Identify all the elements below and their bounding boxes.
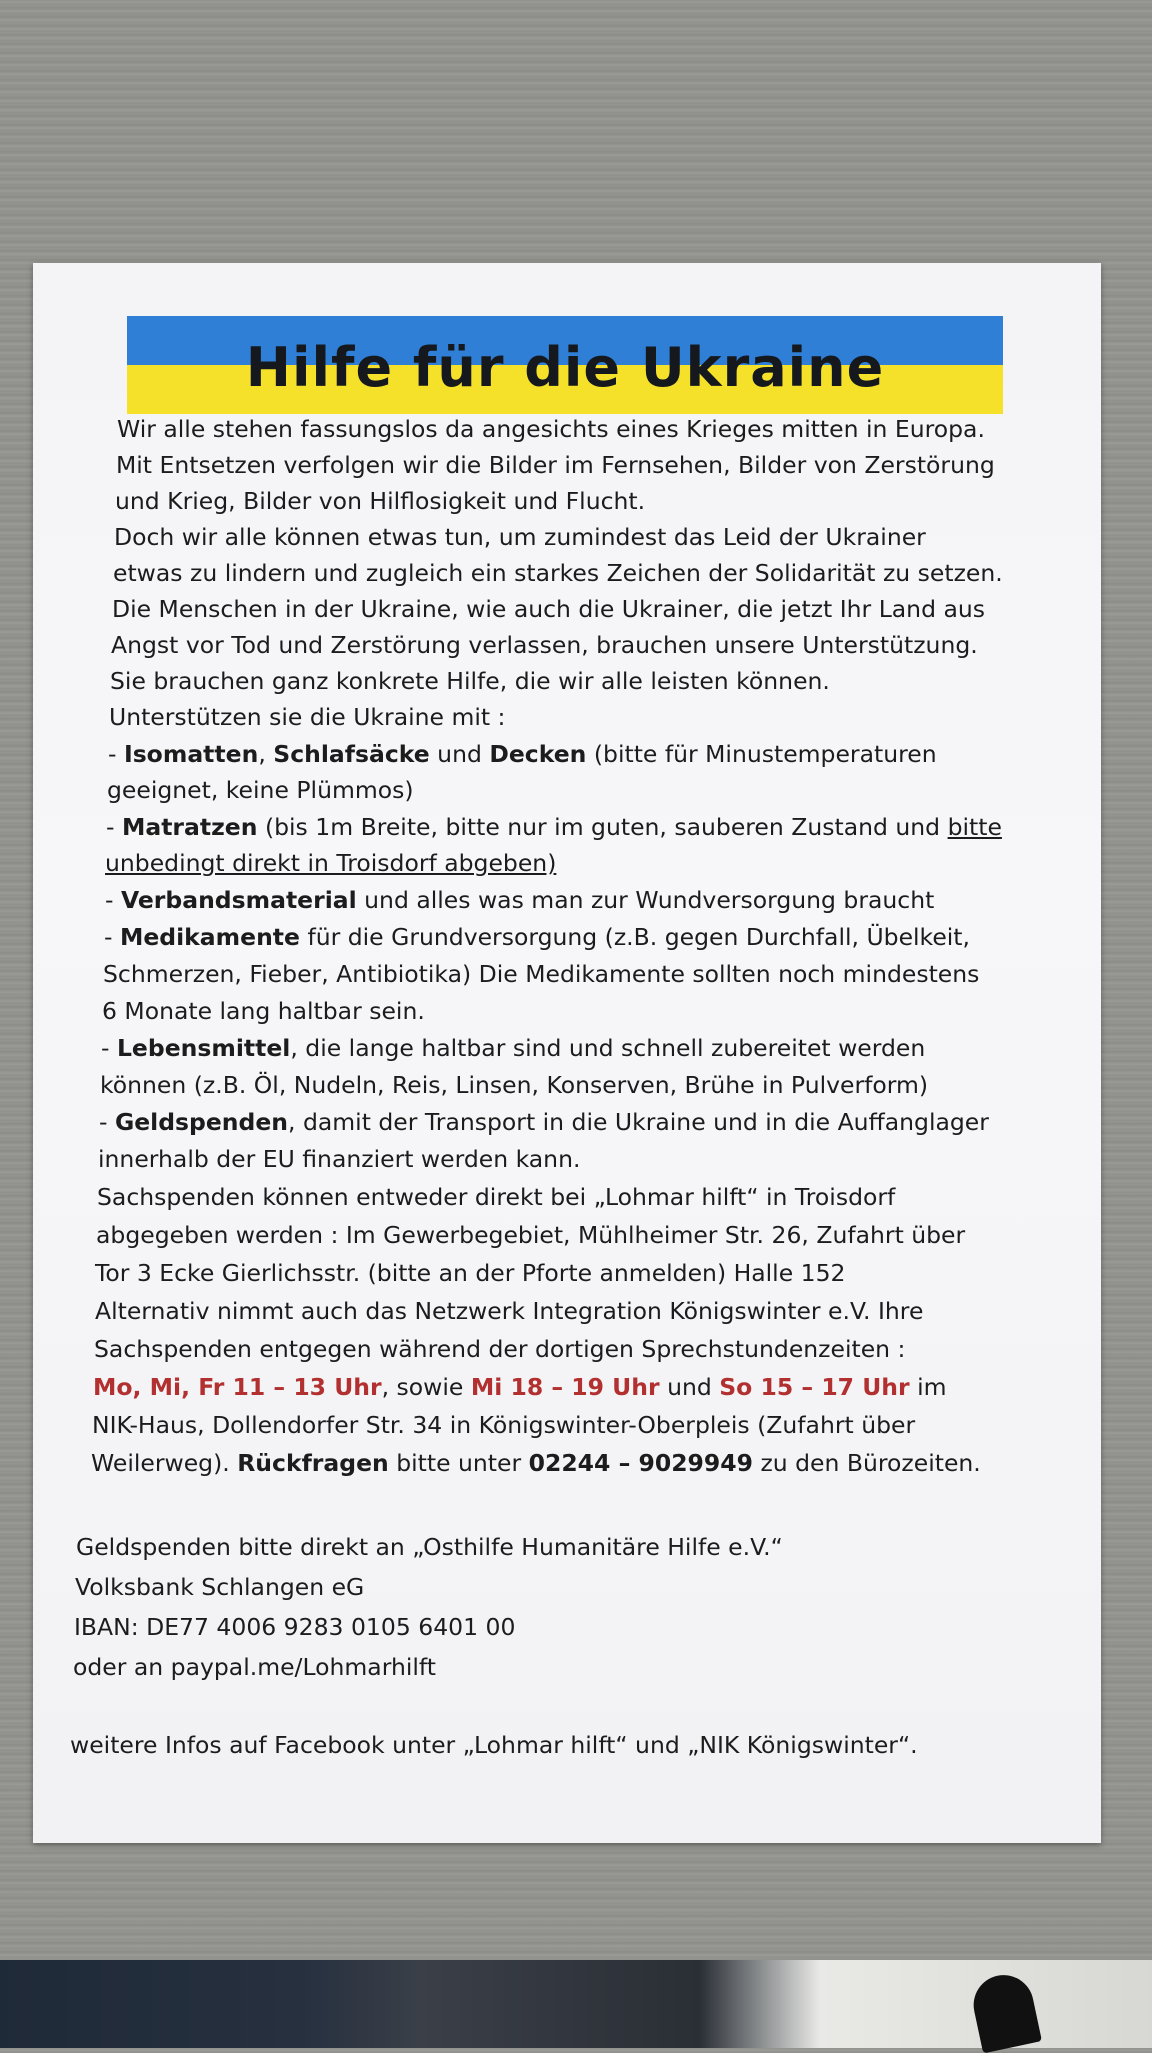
list-item-continuation: unbedingt direkt in Troisdorf abgeben) xyxy=(105,849,557,877)
item-text: und alles was man zur Wundversorgung braucht xyxy=(356,886,935,914)
item-verband-label: Verbandsmaterial xyxy=(120,886,357,914)
contact-text: zu den Bürozeiten. xyxy=(752,1449,981,1477)
item-decken-label: Decken xyxy=(489,740,587,768)
flyer-sheet xyxy=(33,263,1101,1843)
item-schlafsaecke-label: Schlafsäcke xyxy=(273,740,430,768)
list-item-lebensmittel: - Lebensmittel, die lange haltbar sind und schnell zubereitet werden xyxy=(101,1034,926,1062)
intro-line: etwas zu lindern und zugleich ein starkes Zeichen der Solidarität zu setzen. xyxy=(113,559,1003,587)
donation-line: Geldspenden bitte direkt an „Osthilfe Humanitäre Hilfe e.V.“ xyxy=(76,1533,783,1561)
item-isomatten-label: Isomatten xyxy=(123,740,259,768)
dropoff-line: Tor 3 Ecke Gierlichsstr. (bitte an der Pforte anmelden) Halle 152 xyxy=(95,1259,846,1287)
contact-line xyxy=(91,1449,981,1477)
list-item-continuation: geeignet, keine Plümmos) xyxy=(107,776,414,804)
list-item-isomatten: - Isomatten, Schlafsäcke und Decken (bitte für Minustemperaturen xyxy=(108,740,937,768)
donation-line: Volksbank Schlangen eG xyxy=(75,1573,365,1601)
intro-line: Doch wir alle können etwas tun, um zumindest das Leid der Ukrainer xyxy=(114,523,926,551)
item-geldspenden-label: Geldspenden xyxy=(114,1108,289,1136)
dropoff-line: Sachspenden entgegen während der dortigen Sprechstundenzeiten : xyxy=(94,1335,906,1363)
ukraine-flag-banner xyxy=(127,316,1003,414)
contact-text: bitte unter xyxy=(388,1449,529,1477)
item-text: für die Grundversorgung (z.B. gegen Durchfall, Übelkeit, xyxy=(299,923,970,951)
page-title: Hilfe für die Ukraine xyxy=(245,335,885,399)
iban-line: IBAN: DE77 4006 9283 0105 6401 00 xyxy=(74,1613,516,1641)
rueckfragen-label: Rückfragen xyxy=(237,1449,389,1477)
list-item-continuation: innerhalb der EU finanziert werden kann. xyxy=(98,1145,581,1173)
list-item-continuation: Schmerzen, Fieber, Antibiotika) Die Medikamente sollten noch mindestens xyxy=(103,960,980,988)
item-lebensmittel-label: Lebensmittel xyxy=(116,1034,291,1062)
intro-line: Mit Entsetzen verfolgen wir die Bilder im Fernsehen, Bilder von Zerstörung xyxy=(116,451,995,479)
item-text: (bitte für Minustemperaturen xyxy=(586,740,937,768)
intro-line: Wir alle stehen fassungslos da angesichts eines Krieges mitten in Europa. xyxy=(117,415,985,443)
paypal-line: oder an paypal.me/Lohmarhilft xyxy=(73,1653,436,1681)
intro-line: und Krieg, Bilder von Hilflosigkeit und Flucht. xyxy=(115,487,646,515)
intro-line: Die Menschen in der Ukraine, wie auch die Ukrainer, die jetzt Ihr Land aus xyxy=(112,595,985,623)
office-hours-time: Mi 18 – 19 Uhr xyxy=(470,1373,660,1401)
office-hours-text: , sowie xyxy=(381,1373,471,1401)
footer-note: weitere Infos auf Facebook unter „Lohmar hilft“ und „NIK Königswinter“. xyxy=(70,1731,918,1759)
item-underlined-text: bitte xyxy=(947,813,1002,841)
intro-line: Sie brauchen ganz konkrete Hilfe, die wir alle leisten können. xyxy=(110,667,830,695)
item-matratzen-label: Matratzen xyxy=(121,813,258,841)
office-hours-time: So 15 – 17 Uhr xyxy=(719,1373,910,1401)
intro-line: Unterstützen sie die Ukraine mit : xyxy=(109,703,506,731)
list-item-verband: - Verbandsmaterial und alles was man zur Wundversorgung braucht xyxy=(105,886,935,914)
list-item-geldspenden: - Geldspenden, damit der Transport in die Ukraine und in die Auffanglager xyxy=(99,1108,989,1136)
dropoff-line: Alternativ nimmt auch das Netzwerk Integration Königswinter e.V. Ihre xyxy=(95,1297,924,1325)
item-text: , die lange haltbar sind und schnell zubereitet werden xyxy=(290,1034,926,1062)
contact-text: Weilerweg). xyxy=(91,1449,238,1477)
dropoff-line: Sachspenden können entweder direkt bei „Lohmar hilft“ in Troisdorf xyxy=(97,1183,896,1211)
office-hours-line xyxy=(93,1373,947,1401)
item-text: (bis 1m Breite, bitte nur im guten, sauberen Zustand und xyxy=(257,813,948,841)
list-item-continuation: können (z.B. Öl, Nudeln, Reis, Linsen, Konserven, Brühe in Pulverform) xyxy=(100,1071,929,1099)
phone-number: 02244 – 9029949 xyxy=(528,1449,753,1477)
office-hours-time: Mo, Mi, Fr 11 – 13 Uhr xyxy=(93,1373,382,1401)
item-text: , damit der Transport in die Ukraine und in die Auffanglager xyxy=(288,1108,989,1136)
dropoff-line: NIK-Haus, Dollendorfer Str. 34 in Königswinter-Oberpleis (Zufahrt über xyxy=(92,1411,916,1439)
list-item-matratzen: - Matratzen (bis 1m Breite, bitte nur im guten, sauberen Zustand und bitte xyxy=(106,813,1002,841)
office-hours-text: und xyxy=(659,1373,720,1401)
item-medikamente-label: Medikamente xyxy=(119,923,300,951)
office-hours-text: im xyxy=(909,1373,947,1401)
dropoff-line: abgegeben werden : Im Gewerbegebiet, Mühlheimer Str. 26, Zufahrt über xyxy=(96,1221,966,1249)
list-item-continuation: 6 Monate lang haltbar sein. xyxy=(102,997,425,1025)
intro-line: Angst vor Tod und Zerstörung verlassen, brauchen unsere Unterstützung. xyxy=(111,631,978,659)
list-item-medikamente: - Medikamente für die Grundversorgung (z.B. gegen Durchfall, Übelkeit, xyxy=(104,923,970,951)
